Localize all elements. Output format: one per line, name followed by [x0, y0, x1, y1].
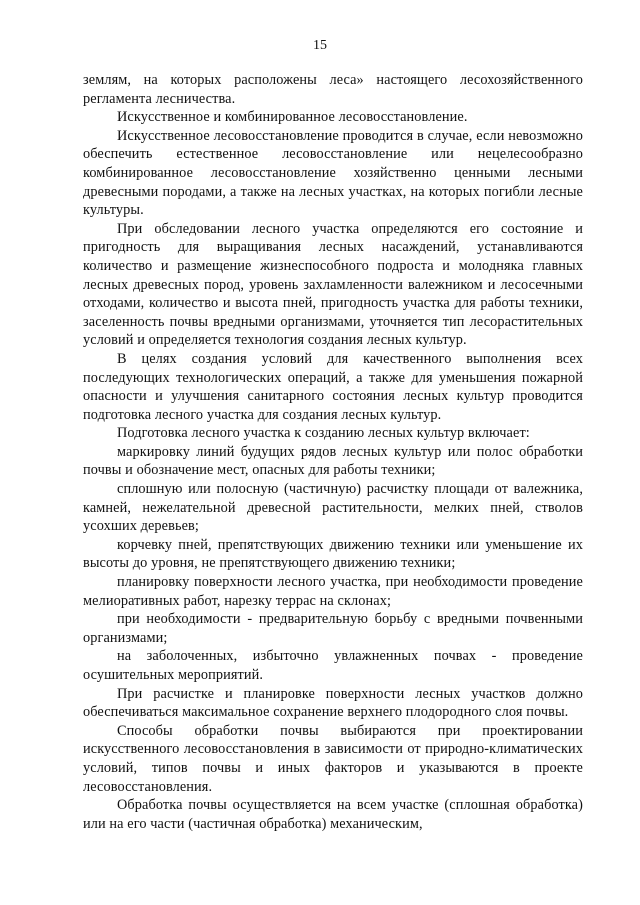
list-item: планировку поверхности лесного участка, при необходимости проведение мелиоративных работ, нарезку террас на склонах; — [83, 574, 583, 609]
list-item: при необходимости - предварительную борьбу с вредными почвенными организмами; — [83, 611, 583, 646]
list-item: корчевку пней, препятствующих движению техники или уменьшение их высоты до уровня, не препятствующего движению техники; — [83, 536, 583, 572]
paragraph: Искусственное лесовосстановление проводится в случае, если невозможно обеспечить естественное лесовосстановление или нецелесообразно комбинированное лесовосстановление хозяйственно ценными лесными древесными породами, а также на лесных участках, на которых погибли лесные культуры. — [83, 127, 583, 219]
list-item: на заболоченных, избыточно увлажненных почвах - проведение осушительных мероприятий. — [83, 648, 583, 683]
document-body — [83, 71, 583, 833]
paragraph: Подготовка лесного участка к созданию лесных культур включает: — [117, 425, 530, 442]
paragraph-subheading: Искусственное и комбинированное лесовосстановление. — [117, 109, 468, 126]
paragraph: Обработка почвы осуществляется на всем участке (сплошная обработка) или на его части (частичная обработка) механическим, — [83, 797, 583, 832]
paragraph: При расчистке и планировке поверхности лесных участков должно обеспечиваться максимальное сохранение верхнего плодородного слоя почвы. — [83, 685, 583, 721]
paragraph: В целях создания условий для качественного выполнения всех последующих технологических операций, а также для уменьшения пожарной опасности и улучшения санитарного состояния лесных культур проводится подготовка лесного участка для создания лесных культур. — [83, 350, 583, 423]
paragraph: Способы обработки почвы выбираются при проектировании искусственного лесовосстановления в зависимости от природно-климатических условий, типов почвы и иных факторов и указываются в проекте лесовосстановления. — [83, 722, 583, 795]
paragraph: При обследовании лесного участка определяются его состояние и пригодность для выращивания лесных насаждений, устанавливаются количество и размещение жизнеспособного подроста и молодняка главных лесных древесных пород, уровень захламленности валежником и лесосечными отходами, количество и высота пней, пригодность участка для работы техники, заселенность почвы вредными организмами, уточняется тип лесорастительных условий и определяется технология создания лесных культур. — [83, 220, 583, 349]
paragraph-continuation: землям, на которых расположены леса» настоящего лесохозяйственного регламента лесничества. — [83, 72, 583, 107]
page-number: 15 — [313, 38, 327, 53]
list-item: маркировку линий будущих рядов лесных культур или полос обработки почвы и обозначение мест, опасных для работы техники; — [83, 443, 583, 479]
list-item: сплошную или полосную (частичную) расчистку площади от валежника, камней, нежелательной древесной растительности, мелких пней, стволов усохших деревьев; — [83, 481, 583, 535]
